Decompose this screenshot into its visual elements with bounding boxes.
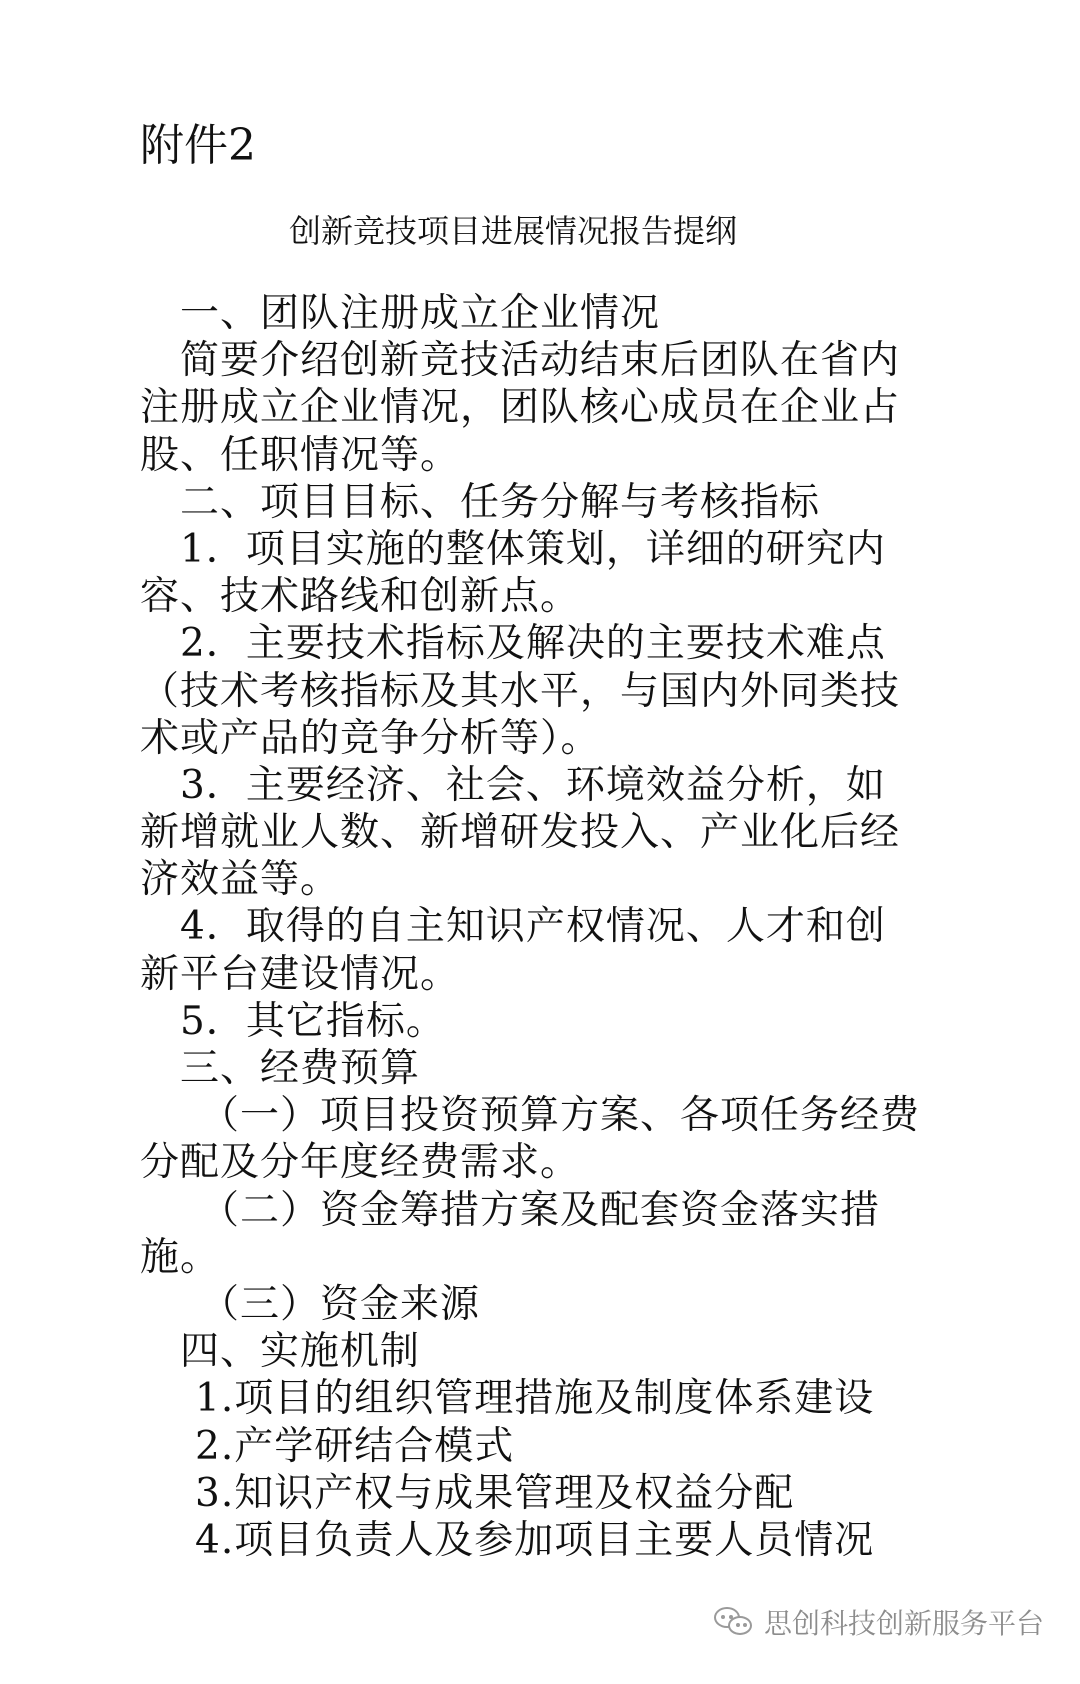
document-title: 创新竞技项目进展情况报告提纲 (288, 212, 737, 250)
list-item-line: 3.知识产权与成果管理及权益分配 (195, 1470, 795, 1516)
watermark-text: 思创科技创新服务平台 (763, 1607, 1044, 1640)
watermark (714, 1602, 1044, 1642)
wechat-icon (714, 1605, 756, 1639)
paragraph-line: 注册成立企业情况，团队核心成员在企业占 (140, 385, 901, 431)
list-item-line: 2.产学研结合模式 (195, 1423, 515, 1469)
section-heading-3: 三、经费预算 (180, 1046, 421, 1091)
list-item-line: 新增就业人数、新增研发投入、产业化后经 (140, 810, 901, 856)
list-item-line: 5．其它指标。 (180, 998, 446, 1044)
list-item-line: 3．主要经济、社会、环境效益分析，如 (180, 762, 886, 808)
list-item-line: 4.项目负责人及参加项目主要人员情况 (195, 1517, 875, 1563)
document-body (140, 290, 920, 1564)
list-item-line: 2．主要技术指标及解决的主要技术难点 (180, 621, 886, 667)
list-item-line: （一）项目投资预算方案、各项任务经费 (200, 1093, 921, 1139)
list-item-line: （三）资金来源 (200, 1281, 481, 1327)
list-item-line: 1.项目的组织管理措施及制度体系建设 (195, 1376, 875, 1422)
list-item-line: （技术考核指标及其水平，与国内外同类技 (140, 668, 901, 714)
paragraph-line: 股、任职情况等。 (140, 432, 461, 478)
list-item-line: 4．取得的自主知识产权情况、人才和创 (180, 904, 886, 950)
list-item-line: 济效益等。 (140, 857, 341, 903)
section-heading-4: 四、实施机制 (180, 1329, 421, 1375)
list-item-line: 1．项目实施的整体策划，详细的研究内 (180, 526, 886, 572)
list-item-line: 新平台建设情况。 (140, 951, 461, 997)
section-heading-1: 一、团队注册成立企业情况 (180, 291, 661, 336)
list-item-line: 术或产品的竞争分析等）。 (140, 715, 601, 761)
section-heading-2: 二、项目目标、任务分解与考核指标 (180, 479, 821, 525)
paragraph-line: 简要介绍创新竞技活动结束后团队在省内 (180, 338, 901, 384)
list-item-line: 分配及分年度经费需求。 (140, 1140, 581, 1186)
attachment-label: 附件2 (140, 120, 256, 171)
list-item-line: 施。 (140, 1234, 221, 1280)
list-item-line: （二）资金筹措方案及配套资金落实措 (200, 1187, 881, 1233)
list-item-line: 容、技术路线和创新点。 (140, 574, 581, 620)
